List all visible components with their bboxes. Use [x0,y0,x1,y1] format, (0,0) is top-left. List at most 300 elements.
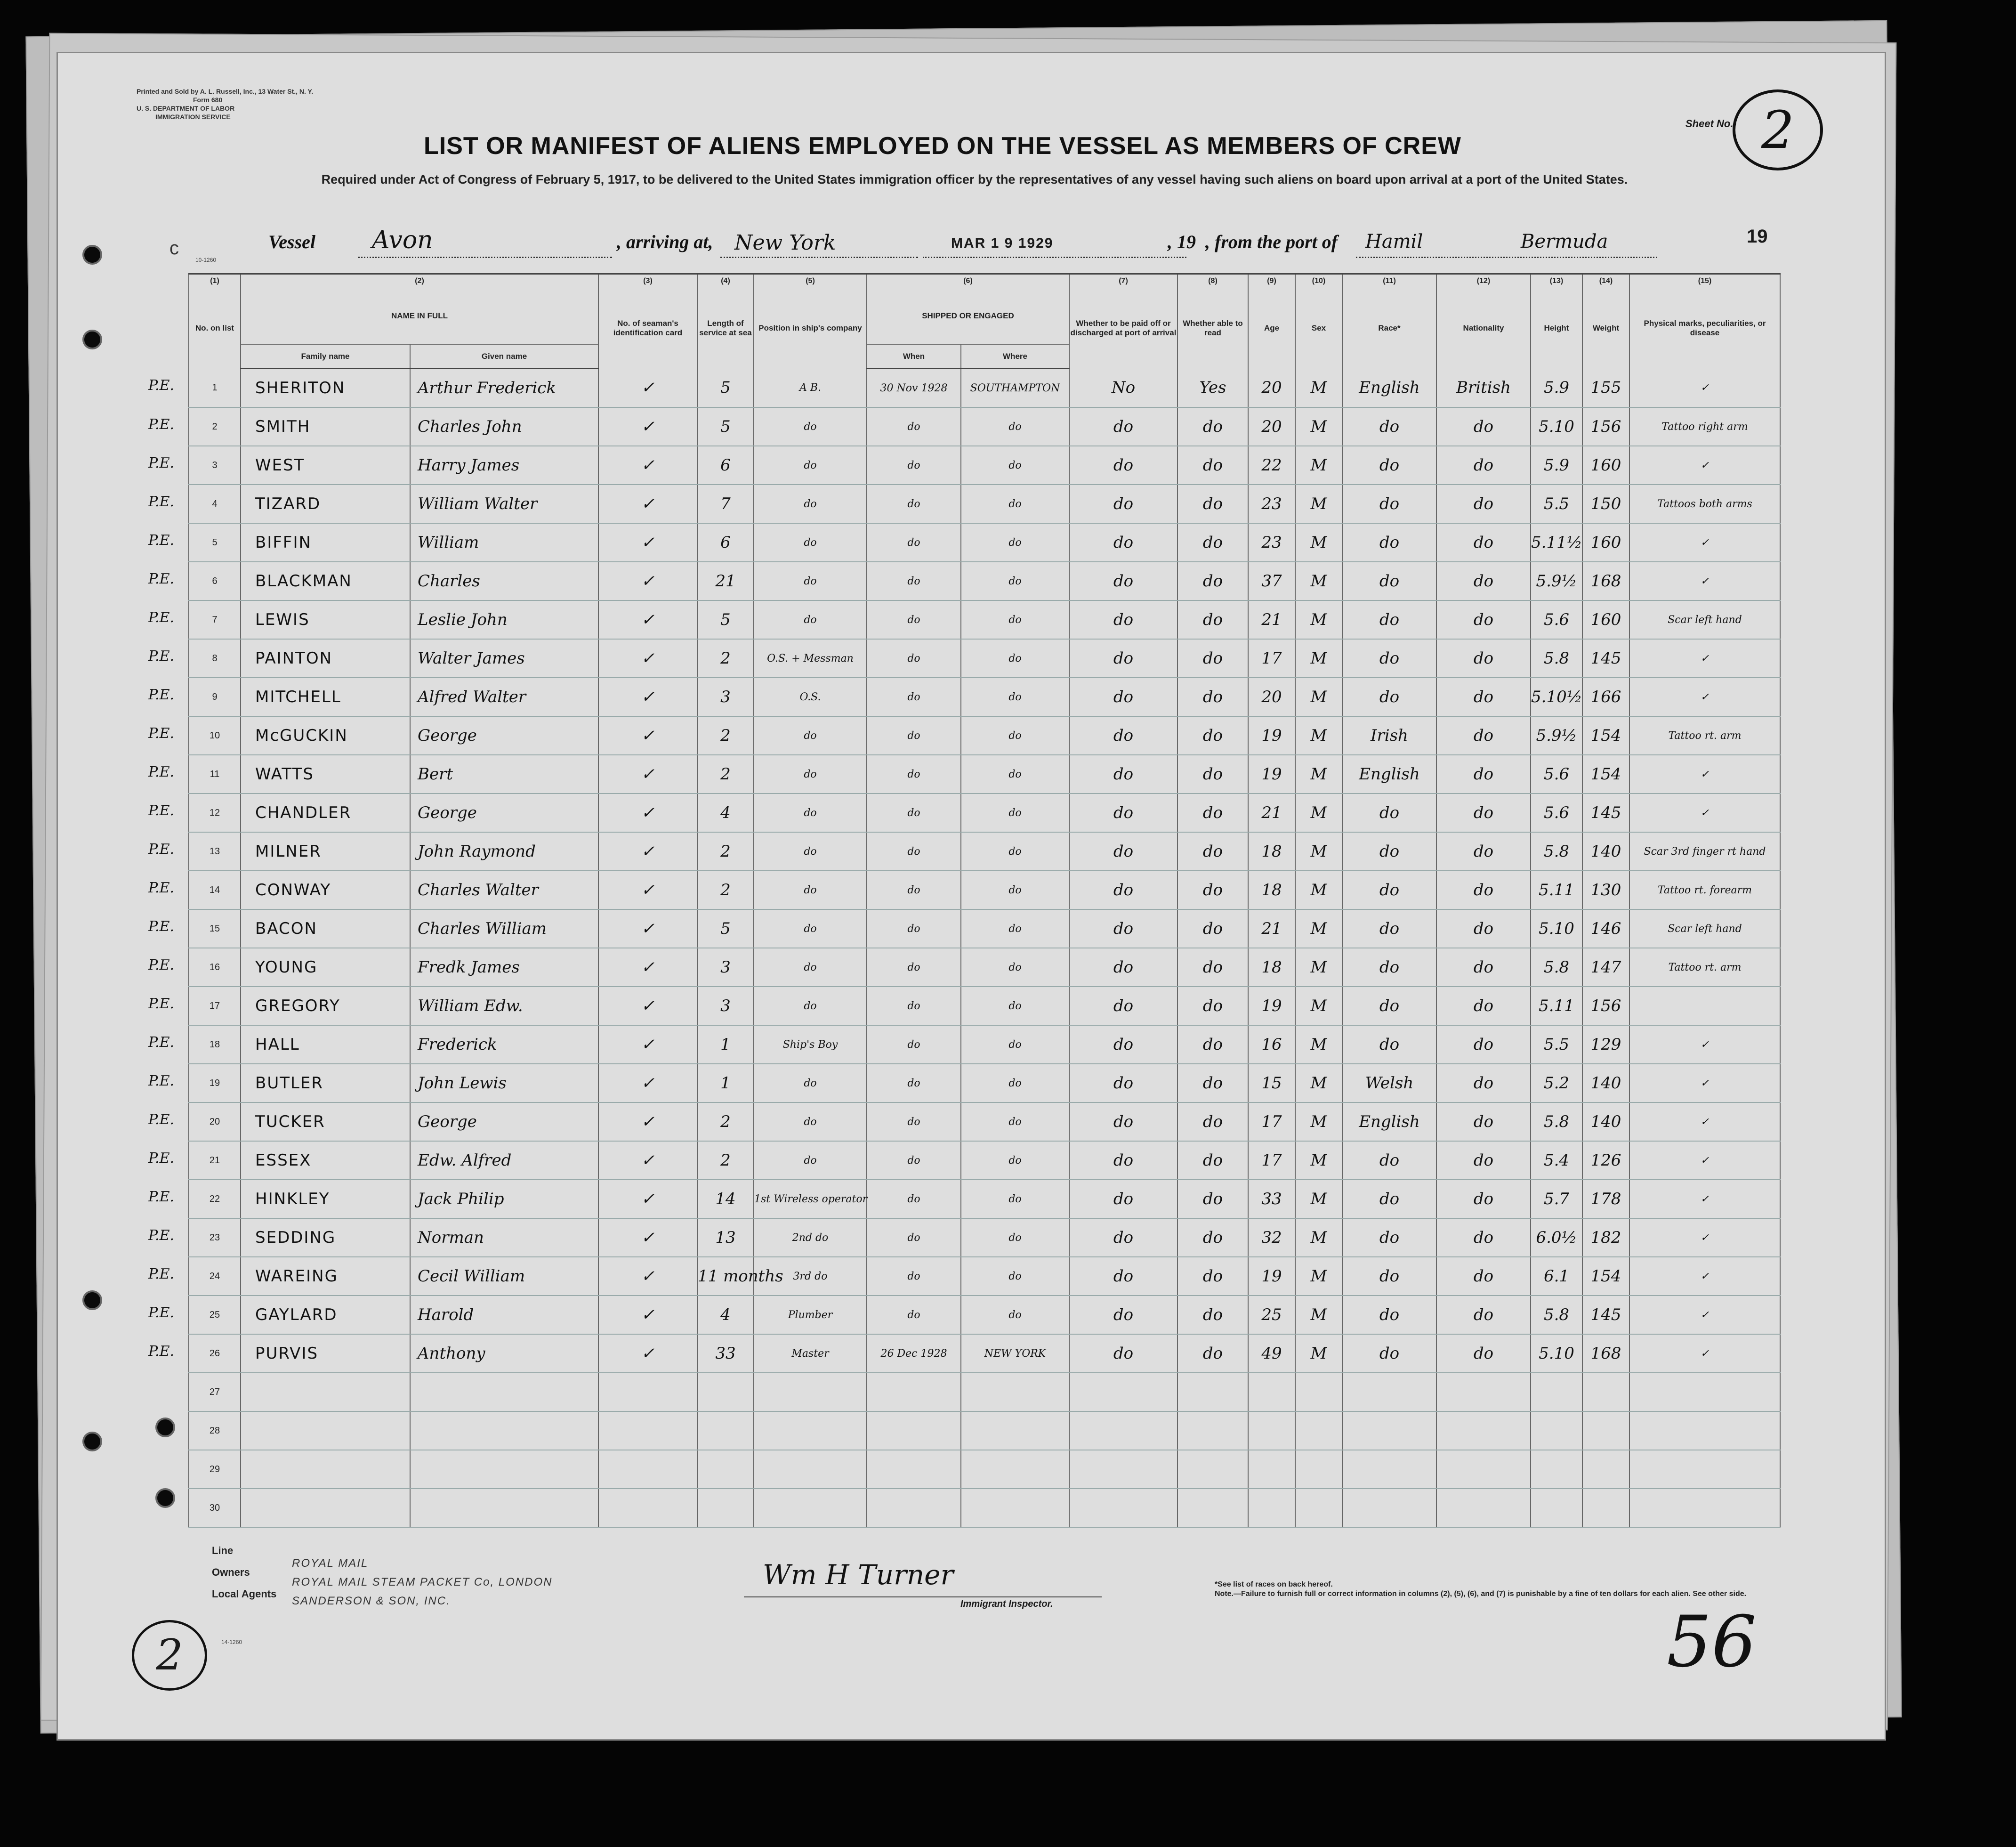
cell-race: do [1342,446,1436,485]
cell-service: 5 [697,909,754,948]
col-num: (9) [1248,274,1295,288]
col-marks: Physical marks, peculiarities, or disease [1629,288,1780,369]
cell-read: do [1177,987,1248,1025]
cell-read: do [1177,1257,1248,1296]
cell-height: 5.4 [1531,1141,1582,1180]
row-prefix: P.E. [148,1150,175,1167]
cell-read [1177,1489,1248,1527]
cell-race: do [1342,407,1436,446]
cell-read: do [1177,1296,1248,1334]
cell-sex: M [1295,948,1342,987]
cell-no: 30 [189,1489,241,1527]
cell-when [867,1489,961,1527]
cell-where: do [961,523,1069,562]
underline [358,257,612,258]
cell-service: 2 [697,1141,754,1180]
cell-no: 2 [189,407,241,446]
cell-marks: Scar 3rd finger rt hand [1629,832,1780,871]
table-row [189,1411,1780,1450]
table-row [189,678,1780,716]
cell-no: 12 [189,794,241,832]
cell-sex: M [1295,369,1342,408]
table-row [189,755,1780,794]
cell-position: O.S. + Messman [754,639,867,678]
cell-paid: do [1069,562,1177,600]
cell-height: 5.7 [1531,1180,1582,1218]
cell-marks: ✓ [1629,1064,1780,1102]
cell-family: BACON [241,909,410,948]
cell-family: YOUNG [241,948,410,987]
cell-age: 21 [1248,909,1295,948]
cell-age: 19 [1248,716,1295,755]
cell-paid: do [1069,600,1177,639]
cell-given: John Raymond [410,832,598,871]
cell-paid: do [1069,1141,1177,1180]
cell-no: 1 [189,369,241,408]
cell-age: 32 [1248,1218,1295,1257]
col-num: (2) [241,274,598,288]
cell-race: English [1342,755,1436,794]
year-number: 19 [1747,226,1768,247]
cell-nationality [1436,1411,1531,1450]
cell-race: do [1342,485,1436,523]
cell-sex [1295,1373,1342,1411]
cell-where: do [961,948,1069,987]
cell-card: ✓ [598,446,697,485]
cell-given: Charles [410,562,598,600]
cell-weight: 145 [1582,639,1629,678]
cell-age: 33 [1248,1180,1295,1218]
cell-service [697,1489,754,1527]
cell-weight: 178 [1582,1180,1629,1218]
cell-weight: 182 [1582,1218,1629,1257]
cell-read: do [1177,1102,1248,1141]
row-prefix: P.E. [148,416,175,433]
row-prefix: P.E. [148,571,175,587]
cell-given: Charles William [410,909,598,948]
cell-where: do [961,1296,1069,1334]
cell-family: BIFFIN [241,523,410,562]
cell-sex: M [1295,716,1342,755]
cell-family: MITCHELL [241,678,410,716]
binder-hole [82,1432,102,1451]
cell-height: 5.6 [1531,755,1582,794]
cell-read [1177,1450,1248,1489]
cell-sex: M [1295,678,1342,716]
cell-paid: do [1069,948,1177,987]
cell-weight [1582,1450,1629,1489]
cell-marks: ✓ [1629,1102,1780,1141]
form-code: 14-1260 [221,1639,242,1645]
cell-read: do [1177,909,1248,948]
cell-read: do [1177,1218,1248,1257]
cell-family: GAYLARD [241,1296,410,1334]
cell-given: Norman [410,1218,598,1257]
cell-when: do [867,1296,961,1334]
year-label: , 19 [1168,231,1196,252]
cell-sex: M [1295,755,1342,794]
cell-position: do [754,407,867,446]
cell-marks: ✓ [1629,1025,1780,1064]
cell-nationality: do [1436,1296,1531,1334]
printer-line: IMMIGRATION SERVICE [155,113,231,121]
row-prefix: P.E. [148,841,175,858]
cell-height: 6.1 [1531,1257,1582,1296]
cell-when: do [867,832,961,871]
footnote-penalty: Note.—Failure to furnish full or correct information in columns (2), (5), (6), and (7) is punishable by a fine of ten dollars for each alien. See other side. [1215,1590,1747,1598]
cell-position: O.S. [754,678,867,716]
cell-service: 6 [697,446,754,485]
cell-where: do [961,832,1069,871]
cell-sex [1295,1450,1342,1489]
margin-mark: c [169,238,179,259]
cell-when: do [867,600,961,639]
cell-read: do [1177,716,1248,755]
cell-weight: 154 [1582,1257,1629,1296]
binder-hole [155,1418,175,1437]
cell-where: do [961,755,1069,794]
cell-when: do [867,562,961,600]
cell-nationality: do [1436,1102,1531,1141]
cell-when: do [867,1064,961,1102]
cell-age: 19 [1248,987,1295,1025]
cell-no: 7 [189,600,241,639]
cell-where: do [961,1180,1069,1218]
cell-given: Leslie John [410,600,598,639]
cell-family: WATTS [241,755,410,794]
cell-when: do [867,1180,961,1218]
table-row [189,871,1780,909]
cell-service: 5 [697,369,754,408]
cell-height: 5.8 [1531,948,1582,987]
table-row [189,909,1780,948]
printer-line: U. S. DEPARTMENT OF LABOR [137,105,235,112]
row-prefix: P.E. [148,455,175,471]
cell-age: 20 [1248,407,1295,446]
vessel-name: Avon [372,226,433,254]
sheet-number: 2 [1733,89,1823,170]
cell-sex [1295,1411,1342,1450]
cell-where [961,1373,1069,1411]
cell-family: BUTLER [241,1064,410,1102]
col-num: (3) [598,274,697,288]
cell-height: 5.5 [1531,1025,1582,1064]
col-given-name: Given name [410,345,598,369]
cell-no: 29 [189,1450,241,1489]
cell-race: do [1342,1025,1436,1064]
cell-weight: 145 [1582,1296,1629,1334]
line-value: ROYAL MAIL [292,1557,369,1570]
cell-weight: 126 [1582,1141,1629,1180]
cell-race: do [1342,1257,1436,1296]
cell-when: do [867,485,961,523]
cell-service [697,1450,754,1489]
cell-paid: do [1069,987,1177,1025]
cell-marks: Tattoo rt. arm [1629,716,1780,755]
footer-labels [212,1540,276,1605]
cell-marks [1629,1450,1780,1489]
printer-line: Form 680 [193,96,223,104]
cell-nationality: do [1436,1141,1531,1180]
cell-weight: 146 [1582,909,1629,948]
cell-card: ✓ [598,1064,697,1102]
cell-given [410,1489,598,1527]
cell-nationality: do [1436,832,1531,871]
cell-height: 5.9½ [1531,716,1582,755]
col-height: Height [1531,288,1582,369]
cell-weight: 154 [1582,755,1629,794]
cell-read: do [1177,600,1248,639]
cell-marks [1629,1411,1780,1450]
cell-where: do [961,794,1069,832]
cell-weight: 140 [1582,1064,1629,1102]
cell-read: do [1177,678,1248,716]
cell-given: Walter James [410,639,598,678]
cell-nationality: do [1436,794,1531,832]
cell-sex: M [1295,871,1342,909]
col-num: (11) [1342,274,1436,288]
cell-weight [1582,1373,1629,1411]
cell-family: McGUCKIN [241,716,410,755]
cell-position: do [754,716,867,755]
cell-no: 25 [189,1296,241,1334]
cell-where: do [961,485,1069,523]
cell-family: SMITH [241,407,410,446]
cell-paid [1069,1373,1177,1411]
cell-position: Plumber [754,1296,867,1334]
cell-paid [1069,1411,1177,1450]
agents-value: SANDERSON & SON, INC. [292,1595,451,1607]
sheet-label: Sheet No. [1685,118,1734,130]
cell-height [1531,1373,1582,1411]
inspector-label: Immigrant Inspector. [960,1599,1053,1609]
document-title: LIST OR MANIFEST OF ALIENS EMPLOYED ON THE VESSEL AS MEMBERS OF CREW [424,132,1461,160]
binder-hole [82,245,102,265]
cell-sex: M [1295,1064,1342,1102]
cell-race [1342,1489,1436,1527]
cell-family [241,1489,410,1527]
row-prefix: P.E. [148,1034,175,1051]
row-prefix: P.E. [148,1189,175,1205]
table-row [189,485,1780,523]
cell-where: do [961,639,1069,678]
cell-given: Alfred Walter [410,678,598,716]
table-row [189,1141,1780,1180]
cell-given: John Lewis [410,1064,598,1102]
cell-paid: No [1069,369,1177,408]
cell-height: 5.8 [1531,1296,1582,1334]
cell-age: 20 [1248,369,1295,408]
footnote-races: *See list of races on back hereof. [1215,1580,1333,1588]
cell-nationality: do [1436,562,1531,600]
cell-family [241,1373,410,1411]
cell-age: 19 [1248,755,1295,794]
cell-race: do [1342,600,1436,639]
cell-marks: ✓ [1629,1334,1780,1373]
cell-weight: 147 [1582,948,1629,987]
cell-marks: Tattoos both arms [1629,485,1780,523]
cell-age: 18 [1248,832,1295,871]
cell-read [1177,1411,1248,1450]
cell-race [1342,1411,1436,1450]
cell-card [598,1411,697,1450]
cell-nationality: do [1436,639,1531,678]
cell-card: ✓ [598,987,697,1025]
cell-race: do [1342,678,1436,716]
cell-age: 22 [1248,446,1295,485]
cell-service [697,1373,754,1411]
col-num: (1) [189,274,241,288]
table-row [189,1102,1780,1141]
cell-paid: do [1069,755,1177,794]
agents-label: Local Agents [212,1588,277,1600]
row-prefix: P.E. [148,802,175,819]
cell-position [754,1411,867,1450]
cell-service: 2 [697,755,754,794]
cell-where: do [961,678,1069,716]
printer-line: Printed and Sold by A. L. Russell, Inc., 13 Water St., N. Y. [137,88,314,95]
cell-age [1248,1450,1295,1489]
cell-race: do [1342,1334,1436,1373]
cell-given: Frederick [410,1025,598,1064]
cell-age: 16 [1248,1025,1295,1064]
cell-position [754,1489,867,1527]
cell-nationality: do [1436,407,1531,446]
cell-family: TIZARD [241,485,410,523]
cell-family: TUCKER [241,1102,410,1141]
cell-weight: 129 [1582,1025,1629,1064]
cell-weight [1582,1411,1629,1450]
cell-service: 6 [697,523,754,562]
cell-sex: M [1295,987,1342,1025]
cell-card: ✓ [598,832,697,871]
cell-service: 2 [697,639,754,678]
col-id-card: No. of seaman's identification card [598,288,697,369]
cell-family: GREGORY [241,987,410,1025]
cell-service: 3 [697,678,754,716]
cell-where: do [961,1257,1069,1296]
cell-where: do [961,909,1069,948]
cell-race: do [1342,948,1436,987]
cell-nationality: do [1436,1218,1531,1257]
cell-where: do [961,1064,1069,1102]
table-row [189,794,1780,832]
cell-read: Yes [1177,369,1248,408]
cell-service: 4 [697,1296,754,1334]
cell-height: 5.6 [1531,600,1582,639]
cell-card: ✓ [598,407,697,446]
cell-marks: ✓ [1629,1218,1780,1257]
cell-position: do [754,523,867,562]
cell-read: do [1177,407,1248,446]
cell-height: 5.5 [1531,485,1582,523]
row-prefix: P.E. [148,532,175,549]
cell-race: do [1342,1180,1436,1218]
cell-family: MILNER [241,832,410,871]
cell-position: do [754,485,867,523]
inspector-signature: Wm H Turner [763,1559,954,1591]
table-row [189,1218,1780,1257]
cell-no: 9 [189,678,241,716]
cell-race: do [1342,562,1436,600]
cell-nationality [1436,1450,1531,1489]
row-prefix: P.E. [148,764,175,780]
cell-marks: ✓ [1629,369,1780,408]
cell-paid: do [1069,909,1177,948]
cell-race: English [1342,1102,1436,1141]
cell-marks: Scar left hand [1629,909,1780,948]
cell-height: 5.9 [1531,369,1582,408]
cell-paid: do [1069,1334,1177,1373]
cell-where: do [961,1141,1069,1180]
arriving-port: New York [734,231,836,255]
cell-race: English [1342,369,1436,408]
cell-height: 5.10 [1531,909,1582,948]
cell-position [754,1373,867,1411]
cell-position: do [754,600,867,639]
cell-family: LEWIS [241,600,410,639]
cell-nationality: do [1436,716,1531,755]
owners-label: Owners [212,1566,250,1578]
cell-service: 1 [697,1064,754,1102]
row-prefix: P.E. [148,957,175,973]
crew-rows [189,369,1780,1528]
cell-card: ✓ [598,369,697,408]
cell-card: ✓ [598,562,697,600]
cell-marks: ✓ [1629,678,1780,716]
cell-race: do [1342,987,1436,1025]
cell-no: 13 [189,832,241,871]
handwritten-number: 56 [1667,1601,1757,1683]
cell-family: SHERITON [241,369,410,408]
row-prefix: P.E. [148,996,175,1012]
cell-nationality: do [1436,600,1531,639]
cell-marks: ✓ [1629,523,1780,562]
cell-paid: do [1069,1218,1177,1257]
cell-card [598,1450,697,1489]
cell-marks: Scar left hand [1629,600,1780,639]
cell-when: do [867,909,961,948]
cell-weight: 168 [1582,1334,1629,1373]
cell-paid: do [1069,678,1177,716]
cell-where: do [961,446,1069,485]
cell-sex: M [1295,1141,1342,1180]
cell-given: George [410,1102,598,1141]
cell-age [1248,1411,1295,1450]
cell-weight: 140 [1582,832,1629,871]
table-row [189,639,1780,678]
signature-line [744,1596,1102,1597]
cell-paid: do [1069,1257,1177,1296]
cell-no: 22 [189,1180,241,1218]
cell-where [961,1411,1069,1450]
cell-height: 5.8 [1531,1102,1582,1141]
cell-sex: M [1295,1025,1342,1064]
cell-when [867,1373,961,1411]
cell-given: Edw. Alfred [410,1141,598,1180]
col-num: (15) [1629,274,1780,288]
cell-height: 5.9 [1531,446,1582,485]
cell-position: 1st Wireless operator [754,1180,867,1218]
cell-given: William Walter [410,485,598,523]
cell-read: do [1177,1025,1248,1064]
cell-weight: 156 [1582,407,1629,446]
cell-sex: M [1295,1257,1342,1296]
underline [923,257,1186,258]
table-row [189,1064,1780,1102]
cell-weight: 150 [1582,485,1629,523]
cell-given: Jack Philip [410,1180,598,1218]
